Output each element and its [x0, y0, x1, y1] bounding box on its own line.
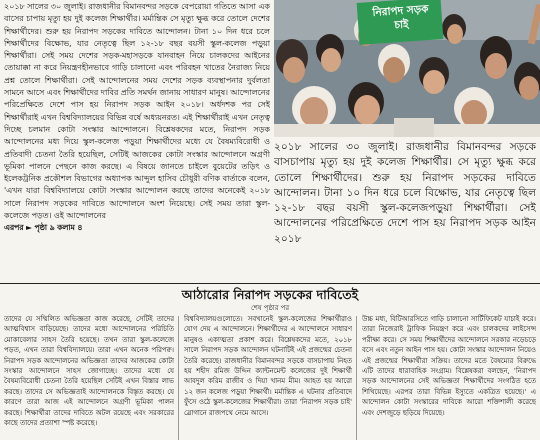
continued-from-note: শেষ পৃষ্ঠার পর: [251, 304, 289, 312]
column-divider: [356, 316, 357, 440]
article-top-column: [4, 0, 270, 282]
column-divider: [178, 316, 179, 440]
article-top-body: ২০১৮ সালের ৩০ জুলাই। রাজধানীর বিমানবন্দর সড়কে বেপরোয়া গতিতে আসা এক বাসের চাপায় মৃত্যু হয় দুই কলেজ শিক্ষার্থীর। মর্মান্তিক সে মৃত্যু ক্ষুব্ধ করে তোলে দেশের শিক্ষার্থীদের। শুরু হয় নিরাপদ সড়কের দাবিতে আন্দোলন। টানা ১০ দিন ধরে চলে শিক্ষার্থীদের বিক্ষোভ, যার নেতৃত্বে ছিল ১২-১৮ বছর বয়সী স্কুল-কলেজ পড়ুয়া শিক্ষার্থীরা। সেই সময় দেশের সড়ক-মহাসড়কে যানবাহন নিয়ে চালকদের আইনের তোয়াক্কা না করে নিয়ন্ত্রণহীনভাবে গাড়ি চালানো এবং পরিবহন খাতের নৈরাজ্য নিয়ে প্রশ্ন তোলে শিক্ষার্থীরা। সেই আন্দোলনের সময় দেশের সড়ক ব্যবস্থাপনার দুর্বলতা সামনে আসে এবং শিক্ষার্থীদের দাবির প্রতি সমর্থন জানায় সাধারণ মানুষ। আন্দোলনের পরিপ্রেক্ষিতে দেশে পাস হয় নিরাপদ সড়ক আইন ২০১৮। অর্ধদশক পর সেই শিক্ষার্থীরাই এখন বিশ্ববিদ্যালয়ের বিভিন্ন বর্ষে অধ্যয়নরত। এই শিক্ষার্থীরাই এখন নেতৃত্ব দিচ্ছে চলমান কোটা সংস্কার আন্দোলনে। বিশ্লেষকদের মতে, নিরাপদ সড়ক আন্দোলনের মধ্য দিয়ে স্কুল-কলেজ পড়ুয়া শিক্ষার্থীদের মধ্যে যে বৈষম্যবিরোধী ও প্রতিবাদী চেতনা তৈরি হয়েছিল, সেটিই আজকের কোটা সংস্কার আন্দোলনে অগ্রণী ভূমিকা পালনে পেছনে কাজ করছে। এ বিষয়ে জানতে চাইলে বুয়েটের তড়িৎ ও ইলেকট্রনিক প্রকৌশল বিভাগের অধ্যাপক আব্দুল হাসিব চৌধুরী বণিক বার্তাকে বলেন, 'এখন যারা বিশ্ববিদ্যালয়ে কোটা সংস্কার আন্দোলন করছে তাদের অনেকেই ২০১৮ সালে নিরাপদ সড়কের দাবিতে আন্দোলনে অংশ নিয়েছে। সেই সময় তারা স্কুল-কলেজে পড়ত। ওই আন্দোলনের: [4, 1, 270, 221]
continued-reference: এরপর ► পৃষ্ঠা ৯ কলাম ৪: [4, 223, 83, 233]
continued-column-1: তাদের যে সম্মিলিত অভিজ্ঞতা কাজ করেছে, সেটিই তাদের আত্মবিশ্বাস বাড়িয়েছে। তাদের মধ্যে আন্দোলনের পরিচিতি মোকাবেলার সাহস তৈরি হয়েছে। তখন তারা স্কুল-কলেজে পড়ত, এখন তারা বিশ্ববিদ্যালয়ে। তারা এখন অনেক পরিপক্ব। নিরাপদ সড়ক আন্দোলনের অভিজ্ঞতা তাদের আজকের কোটা সংস্কার আন্দোলনে সাহস জোগাচ্ছে। তাদের মধ্যে যে বৈষম্যবিরোধী চেতনা তৈরি হয়েছিল সেটিই এখন বিস্তার লাভ করছে। তাদের সে অভিজ্ঞতাই আন্দোলনকে বিস্তৃত করছে। যে কারণে তারা আজ এই আন্দোলনে অগ্রণী ভূমিকা পালন করছে। শিক্ষার্থীরা তাদের দাবিতে অটল রয়েছে এবং সরকারের কাছে তাদের প্রত্যাশা স্পষ্ট করেছে।: [4, 315, 174, 428]
continued-column-3: উচ্চ মধ্য, বিটিআরসিতে গাড়ি চালানো সার্টিফিকেট যাচাই করে। তারা নিজেরাই ট্রাফিক নিয়ন্ত্রণ করে এবং চালকদের লাইসেন্স পরীক্ষা করে। সে সময় শিক্ষার্থীদের আন্দোলনে সরকার নড়েচড়ে বসে এবং নতুন আইন পাস হয়। কোটা সংস্কার আন্দোলন নিয়েও এই প্রজন্মের শিক্ষার্থীরা সক্রিয়। তাদের মতে বৈষম্যের বিরুদ্ধে এটি তাদের ধারাবাহিক সংগ্রাম। বিশ্লেষকরা বলছেন, 'নিরাপদ সড়ক আন্দোলনের সেই অভিজ্ঞতা শিক্ষার্থীদের সংগঠিত হতে শিখিয়েছে। এরপর তারা বিভিন্ন ইস্যুতে একত্রিত হয়েছে।' এ আন্দোলন কোটা সংস্কারের দাবিকে আরো শক্তিশালী করেছে এবং দেশজুড়ে ছড়িয়ে দিয়েছে।: [362, 315, 536, 417]
placard-text: নিরাপদ সড়ক চাই: [372, 3, 429, 32]
continued-article-headline: আঠারোর নিরাপদ সড়কের দাবিতেই: [181, 287, 359, 302]
continued-column-2: বিশ্ববিদ্যালয়গুলোতে। সবখানেই স্কুল-কলেজের শিক্ষার্থীরাও যোগ দেয় এ আন্দোলনে। শিক্ষার্থীদের এ আন্দোলনে সাধারণ মানুষও একাত্মতা প্রকাশ করে। বিশ্লেষকদের মতে, ২০১৮ সালে নিরাপদ সড়ক আন্দোলন ঘটনাটিই এই প্রজন্মের চেতনা তৈরি করেছে। রাজধানীর বিমানবন্দর সড়কে বাসচাপায় নিহত হয় শহীদ রমিজ উদ্দিন ক্যান্টনমেন্ট কলেজের দুই শিক্ষার্থী আবদুল করিম রাজীব ও দিয়া খানম মীম। আহত হয় আরো ১২ জন কলেজ পড়ুয়া শিক্ষার্থী। মর্মান্তিক এ ঘটনার প্রতিবাদে ফুঁসে ওঠে স্কুল-কলেজের শিক্ষার্থীরা। তারা 'নিরাপদ সড়ক চাই' স্লোগানে রাজপথে নেমে আসে।: [184, 315, 352, 417]
protest-photo: [274, 0, 540, 137]
photo-caption: ২০১৮ সালের ৩০ জুলাই। রাজধানীর বিমানবন্দর সড়কে বাসচাপায় মৃত্যু হয় দুই কলেজ শিক্ষার্থীর। সে মৃত্যু ক্ষুব্ধ করে তোলে শিক্ষার্থীদের। শুরু হয় নিরাপদ সড়কের দাবিতে আন্দোলন। টানা ১০ দিন ধরে চলে বিক্ষোভ, যার নেতৃত্বে ছিল ১২-১৮ বছর বয়সী স্কুল-কলেজপড়ুয়া শিক্ষার্থীরা। সেই আন্দোলনের পরিপ্রেক্ষিতে দেশে পাস হয় নিরাপদ সড়ক আইন ২০১৮: [274, 141, 536, 245]
section-divider: [0, 283, 540, 284]
